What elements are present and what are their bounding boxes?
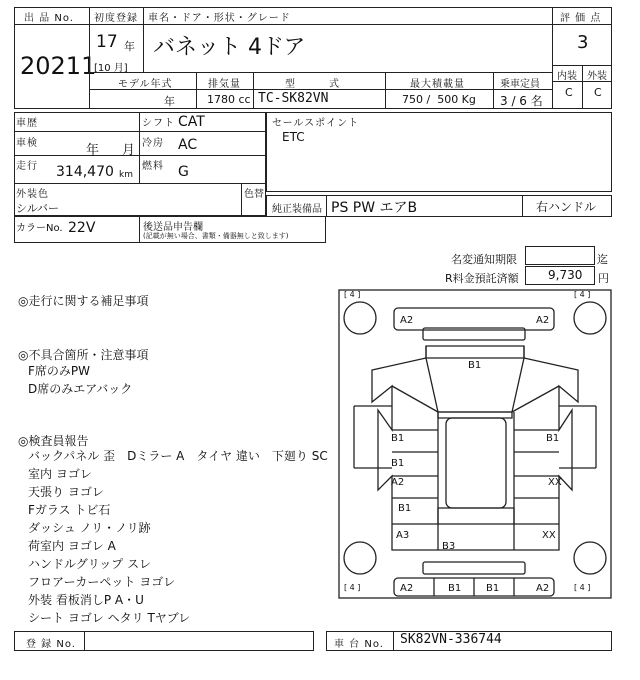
history-label: 車歴 — [16, 118, 38, 129]
tire-rear-left — [344, 542, 376, 574]
model-type: TC-SK82VN — [258, 91, 329, 106]
damage-front-right: A2 — [536, 315, 550, 326]
chassis-number: SK82VN-336744 — [400, 632, 502, 647]
inspector-item: ハンドルグリップ スレ — [28, 557, 152, 571]
inspector-item: バックパネル 歪 Dミラー A タイヤ 違い 下廻り SC — [28, 449, 328, 463]
ac-label: 冷房 — [142, 138, 164, 149]
inspection-label: 車検 — [16, 138, 38, 149]
max-load: 750 / 500 Kg — [402, 93, 476, 106]
type-label: 型 式 — [285, 79, 340, 90]
mileage: 314,470 — [56, 164, 114, 180]
recycle-label: R料金預託済額 — [445, 272, 519, 285]
inspector-item: シート ヨゴレ ヘタリ Tヤブレ — [28, 611, 191, 625]
mileage-label: 走行 — [16, 161, 38, 172]
sales-points: ETC — [282, 130, 305, 144]
shift-label: シフト — [142, 118, 175, 129]
first-registration-month: [10 月] — [94, 63, 128, 74]
tire-front-right — [574, 302, 606, 334]
model-year-label: モデル年式 — [118, 79, 173, 90]
damage-rear-bumper-3: B1 — [486, 583, 500, 594]
tire-rear-left-label: [ 4 ] — [344, 583, 361, 592]
max-load-label: 最大積載量 — [410, 79, 465, 90]
tire-rear-right-label: [ 4 ] — [574, 583, 591, 592]
defects-title: ◎不具合箇所・注意事項 — [18, 348, 149, 362]
exterior-color-label: 外装色 — [16, 189, 49, 200]
capacity: 3 / 6 名 — [500, 94, 543, 108]
recycle-unit: 円 — [598, 272, 610, 285]
inspector-item: 天張り ヨゴレ — [28, 485, 104, 499]
ac: AC — [178, 137, 198, 153]
lot-number: 20211 — [20, 52, 97, 80]
car-damage-diagram — [338, 288, 614, 630]
damage-left-side-2: B1 — [391, 458, 405, 469]
tire-front-left-label: [ 4 ] — [344, 290, 361, 299]
damage-front-left: A2 — [400, 315, 414, 326]
damage-rear-bumper-1: A2 — [400, 583, 414, 594]
damage-rear-bumper-4: A2 — [536, 583, 550, 594]
defect-item: D席のみエアバック — [28, 382, 133, 396]
diagram-frame — [339, 290, 611, 598]
car-name-label: 車名・ドア・形状・グレード — [148, 13, 291, 24]
roof — [446, 418, 506, 508]
fuel-label: 燃料 — [142, 161, 164, 172]
aftermarket-note: (記載が無い場合、書類・備器無しと致します) — [143, 232, 289, 240]
damage-right-side-3: XX — [542, 530, 556, 541]
capacity-label: 乗車定員 — [500, 79, 540, 90]
interior-grade: C — [565, 86, 573, 99]
inspection-month: 月 — [122, 143, 136, 158]
damage-left-side-5: A3 — [396, 530, 410, 541]
score-label: 評 価 点 — [560, 13, 602, 24]
color-no: 22V — [68, 220, 96, 236]
mileage-unit: km — [119, 170, 133, 180]
equipment-label: 純正装備品 — [272, 204, 322, 215]
damage-left-side-1: B1 — [391, 433, 405, 444]
first-registration-label: 初度登録 — [94, 13, 138, 24]
inspector-item: 室内 ヨゴレ — [28, 467, 92, 481]
exterior-label: 外装 — [587, 71, 607, 82]
name-change-unit: 迄 — [597, 253, 609, 266]
exterior-grade: C — [594, 86, 602, 99]
tire-front-right-label: [ 4 ] — [574, 290, 591, 299]
damage-rear-bumper-2: B1 — [448, 583, 462, 594]
steering: 右ハンドル — [536, 200, 597, 214]
driving-notes-title: ◎走行に関する補足事項 — [18, 294, 149, 308]
interior-label: 内装 — [557, 71, 577, 82]
model-year-unit: 年 — [164, 95, 175, 108]
damage-left-side-4: B1 — [398, 503, 412, 514]
registration-label: 登 録 No. — [26, 639, 76, 650]
damage-right-side-1: B1 — [546, 433, 560, 444]
name-change-box — [525, 246, 595, 265]
rear-window — [438, 508, 514, 524]
recycle-amount: 9,730 — [548, 268, 583, 282]
lot-number-label: 出 品 No. — [24, 13, 74, 24]
inspector-item: Fガラス トビ石 — [28, 503, 111, 517]
sales-points-label: セールスポイント — [272, 118, 360, 129]
color-no-label: カラーNo. — [16, 223, 63, 234]
equipment: PS PW エアB — [331, 200, 418, 216]
displacement: 1780 cc — [207, 93, 251, 106]
repaint-label: 色替 — [244, 189, 264, 200]
name-change-label: 名変通知期限 — [451, 253, 517, 266]
damage-left-side-3: A2 — [391, 477, 405, 488]
inspection-year: 年 — [86, 143, 100, 158]
damage-rear: B3 — [442, 541, 456, 552]
displacement-label: 排気量 — [208, 79, 241, 90]
car-name: バネット 4ドア — [153, 35, 306, 60]
shift: CAT — [178, 114, 205, 130]
damage-right-side-2: XX — [548, 477, 562, 488]
score: 3 — [577, 32, 589, 53]
chassis-label: 車 台 No. — [334, 639, 384, 650]
inspector-item: 外装 看板消しP A・U — [28, 593, 144, 607]
inspector-item: 荷室内 ヨゴレ A — [28, 539, 116, 553]
damage-hood: B1 — [468, 360, 482, 371]
body-outline — [372, 346, 578, 550]
tire-front-left — [344, 302, 376, 334]
inspector-item: ダッシュ ノリ・ノリ跡 — [28, 521, 151, 535]
exterior-color: シルバー — [16, 202, 59, 215]
rear-tail — [423, 562, 525, 574]
aftermarket-label: 後送品申告欄 — [143, 222, 203, 233]
first-registration-year: 17 — [96, 32, 118, 52]
fuel: G — [178, 164, 189, 180]
inspector-title: ◎検査員報告 — [18, 434, 89, 448]
defect-item: F席のみPW — [28, 364, 91, 378]
inspector-item: フロアーカーペット ヨゴレ — [28, 575, 176, 589]
windshield — [438, 412, 512, 418]
tire-rear-right — [574, 542, 606, 574]
year-unit: 年 — [124, 40, 135, 53]
front-bumper — [394, 308, 554, 330]
details-box — [14, 112, 266, 184]
